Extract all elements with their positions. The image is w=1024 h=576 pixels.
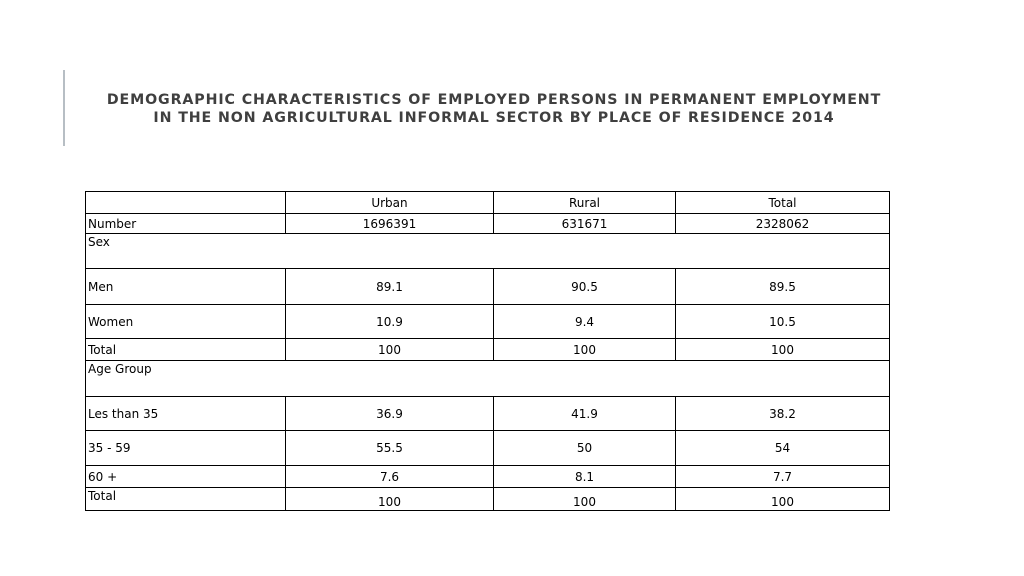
table-row-less-than-35	[86, 397, 890, 431]
table-row-women	[86, 305, 890, 339]
cell-total: 100	[676, 488, 890, 511]
cell-rural: 100	[494, 488, 676, 511]
section-label: Sex	[86, 234, 890, 269]
cell-total: 7.7	[676, 466, 890, 488]
table-row-sex-total	[86, 339, 890, 361]
row-label: 60 +	[86, 466, 286, 488]
cell-urban: 89.1	[286, 269, 494, 305]
cell-total: 54	[676, 431, 890, 466]
cell-urban: 1696391	[286, 214, 494, 234]
slide-title	[90, 91, 898, 127]
row-label: Number	[86, 214, 286, 234]
cell-urban: 36.9	[286, 397, 494, 431]
row-label: Women	[86, 305, 286, 339]
cell-rural: 90.5	[494, 269, 676, 305]
demographics-table	[85, 191, 890, 511]
header-cell-empty	[86, 192, 286, 214]
table-section-sex	[86, 234, 890, 269]
table-row-age-total	[86, 488, 890, 511]
row-label: Total	[86, 339, 286, 361]
row-label: Men	[86, 269, 286, 305]
table-row-men	[86, 269, 890, 305]
row-label: 35 - 59	[86, 431, 286, 466]
slide-title-line-2: IN THE NON AGRICULTURAL INFORMAL SECTOR BY PLACE OF RESIDENCE 2014	[153, 110, 835, 126]
cell-urban: 10.9	[286, 305, 494, 339]
section-label: Age Group	[86, 361, 890, 397]
cell-urban: 55.5	[286, 431, 494, 466]
cell-total: 2328062	[676, 214, 890, 234]
cell-total: 10.5	[676, 305, 890, 339]
cell-urban: 100	[286, 339, 494, 361]
cell-rural: 41.9	[494, 397, 676, 431]
cell-urban: 7.6	[286, 466, 494, 488]
cell-rural: 50	[494, 431, 676, 466]
table-row-60-plus	[86, 466, 890, 488]
cell-rural: 100	[494, 339, 676, 361]
table-row-number	[86, 214, 890, 234]
cell-rural: 9.4	[494, 305, 676, 339]
slide-title-line-1: DEMOGRAPHIC CHARACTERISTICS OF EMPLOYED PERSONS IN PERMANENT EMPLOYMENT	[106, 92, 882, 108]
table-section-age-group	[86, 361, 890, 397]
header-cell-total: Total	[676, 192, 890, 214]
header-cell-rural: Rural	[494, 192, 676, 214]
header-cell-urban: Urban	[286, 192, 494, 214]
cell-total: 89.5	[676, 269, 890, 305]
row-label: Les than 35	[86, 397, 286, 431]
cell-total: 100	[676, 339, 890, 361]
row-label: Total	[86, 488, 286, 511]
cell-rural: 631671	[494, 214, 676, 234]
table-row-35-59	[86, 431, 890, 466]
cell-rural: 8.1	[494, 466, 676, 488]
cell-total: 38.2	[676, 397, 890, 431]
cell-urban: 100	[286, 488, 494, 511]
table-header-row	[86, 192, 890, 214]
slide-accent-bar	[63, 70, 65, 146]
